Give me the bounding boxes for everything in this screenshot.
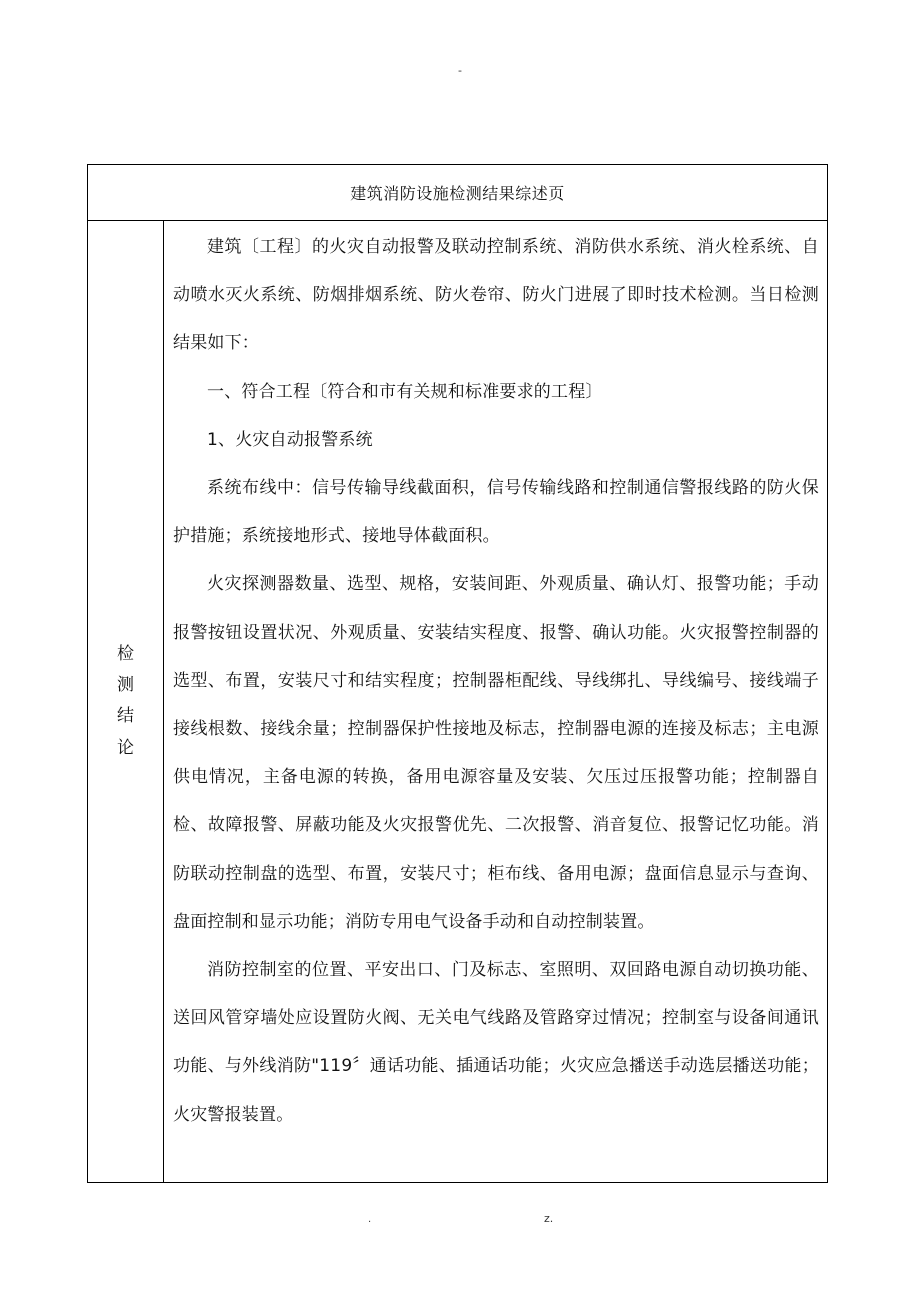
label-char: 检 bbox=[117, 644, 134, 664]
detector-paragraph: 火灾探测器数量、选型、规格，安装间距、外观质量、确认灯、报警功能；手动报警按钮设置状况、外观质量、安装结实程度、报警、确认功能。火灾报警控制器的选型、布置，安装尺寸和结实程度；控制器柜配线、导线绑扎、导线编号、接线端子接线根数、接线余量；控制器保护性接地及标志，控制器电源的连接及标志；主电源供电情况，主备电源的转换，备用电源容量及安装、欠压过压报警功能；控制器自检、故障报警、屏蔽功能及火灾报警优先、二次报警、消音复位、报警记忆功能。消防联动控制盘的选型、布置，安装尺寸；柜布线、备用电源；盘面信息显示与查询、盘面控制和显示功能；消防专用电气设备手动和自动控制装置。 bbox=[173, 574, 819, 932]
table-title: 建筑消防设施检测结果综述页 bbox=[88, 165, 827, 221]
page-header-mark: - bbox=[458, 64, 462, 77]
wiring-paragraph: 系统布线中：信号传输导线截面积，信号传输线路和控制通信警报线路的防火保护措施；系统接地形式、接地导体截面积。 bbox=[173, 478, 819, 547]
label-char: 论 bbox=[117, 738, 134, 758]
subsection-heading: 1、火灾自动报警系统 bbox=[207, 429, 373, 450]
control-room-paragraph: 消防控制室的位置、平安出口、门及标志、室照明、双回路电源自动切换功能、送回风管穿墙处应设置防火阀、无关电气线路及管路穿过情况；控制室与设备间通讯功能、与外线消防"119〞通话功能、插通话功能；火灾应急播送手动选层播送功能；火灾警报装置。 bbox=[173, 960, 819, 1125]
footer-left-mark: . bbox=[368, 1214, 372, 1225]
conclusion-content-cell bbox=[164, 221, 827, 1182]
conclusion-label-cell bbox=[88, 221, 164, 1182]
label-char: 结 bbox=[117, 706, 134, 726]
footer-right-mark: z. bbox=[544, 1212, 554, 1225]
inspection-summary-table bbox=[87, 164, 828, 1183]
intro-paragraph: 建筑〔工程〕的火灾自动报警及联动控制系统、消防供水系统、消火栓系统、自动喷水灭火系统、防烟排烟系统、防火卷帘、防火门进展了即时技术检测。当日检测结果如下： bbox=[173, 237, 819, 354]
section-heading: 一、符合工程〔符合和市有关规和标准要求的工程〕 bbox=[207, 381, 603, 402]
label-char: 测 bbox=[117, 675, 134, 695]
